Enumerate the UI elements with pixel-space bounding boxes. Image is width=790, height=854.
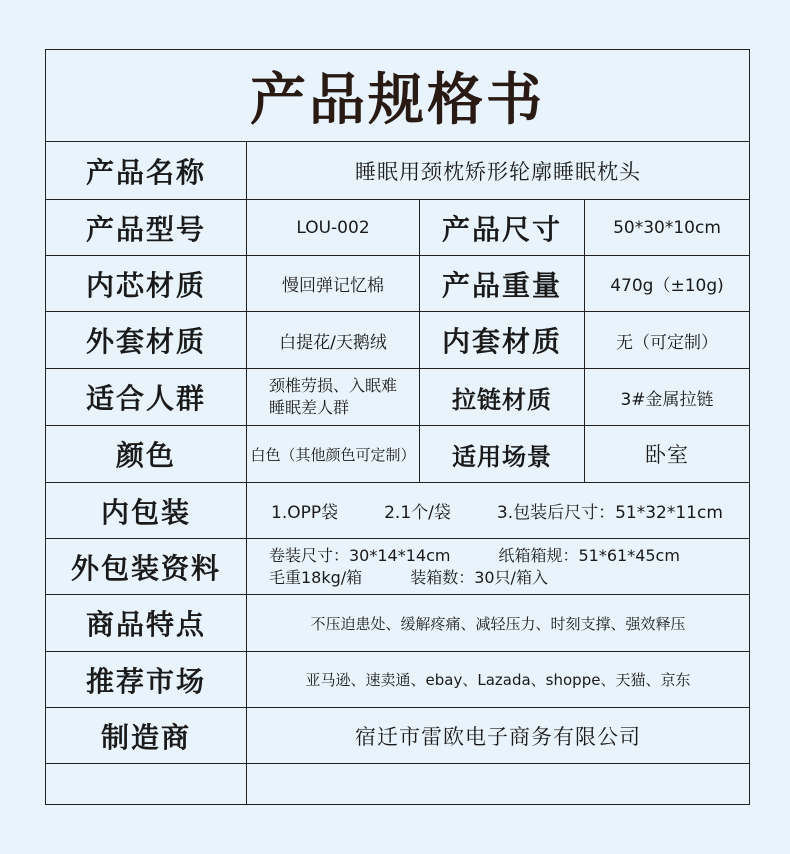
inner-cover-label: 内套材质 <box>420 312 585 369</box>
outer-material-value: 白提花/天鹅绒 <box>247 312 420 369</box>
features-label: 商品特点 <box>46 595 247 652</box>
color-label: 颜色 <box>46 426 247 483</box>
zipper-value: 3#金属拉链 <box>585 369 750 426</box>
core-material-value: 慢回弹记忆棉 <box>247 256 420 312</box>
inner-cover-value: 无（可定制） <box>585 312 750 369</box>
model-value: LOU-002 <box>247 200 420 256</box>
inner-pack-item-1: 1.OPP袋 <box>271 503 339 523</box>
outer-material-label: 外套材质 <box>46 312 247 369</box>
manufacturer-value: 宿迁市雷欧电子商务有限公司 <box>247 708 750 764</box>
outer-pack-value <box>247 539 750 595</box>
empty-label-cell <box>46 764 247 805</box>
product-name-label: 产品名称 <box>46 142 247 200</box>
page-title: 产品规格书 <box>46 50 750 142</box>
carton-qty: 装箱数：30只/箱入 <box>410 567 548 587</box>
scene-value: 卧室 <box>585 426 750 483</box>
manufacturer-label: 制造商 <box>46 708 247 764</box>
weight-value: 470g（±10g) <box>585 256 750 312</box>
size-value: 50*30*10cm <box>585 200 750 256</box>
product-name-value: 睡眠用颈枕矫形轮廓睡眠枕头 <box>247 142 750 200</box>
features-value: 不压迫患处、缓解疼痛、减轻压力、时刻支撑、强效释压 <box>247 595 750 652</box>
inner-pack-value <box>247 483 750 539</box>
size-label: 产品尺寸 <box>420 200 585 256</box>
weight-label: 产品重量 <box>420 256 585 312</box>
outer-pack-label: 外包装资料 <box>46 539 247 595</box>
zipper-label: 拉链材质 <box>420 369 585 426</box>
empty-value-cell <box>247 764 750 805</box>
audience-line-1: 颈椎劳损、入眠难 <box>268 376 397 395</box>
markets-label: 推荐市场 <box>46 652 247 708</box>
model-label: 产品型号 <box>46 200 247 256</box>
color-value: 白色（其他颜色可定制） <box>247 426 420 483</box>
inner-pack-item-3: 3.包装后尺寸：51*32*11cm <box>496 503 723 523</box>
inner-pack-item-2: 2.1个/袋 <box>384 503 451 523</box>
scene-label: 适用场景 <box>420 426 585 483</box>
carton-size: 纸箱箱规：51*61*45cm <box>498 545 680 565</box>
markets-value: 亚马逊、速卖通、ebay、Lazada、shoppe、天猫、京东 <box>247 652 750 708</box>
spec-sheet-table <box>45 49 750 805</box>
audience-line-2: 睡眠差人群 <box>268 398 349 417</box>
audience-value <box>247 369 420 426</box>
core-material-label: 内芯材质 <box>46 256 247 312</box>
audience-label: 适合人群 <box>46 369 247 426</box>
inner-pack-label: 内包装 <box>46 483 247 539</box>
gross-weight: 毛重18kg/箱 <box>269 567 363 587</box>
roll-size: 卷装尺寸：30*14*14cm <box>269 545 451 565</box>
